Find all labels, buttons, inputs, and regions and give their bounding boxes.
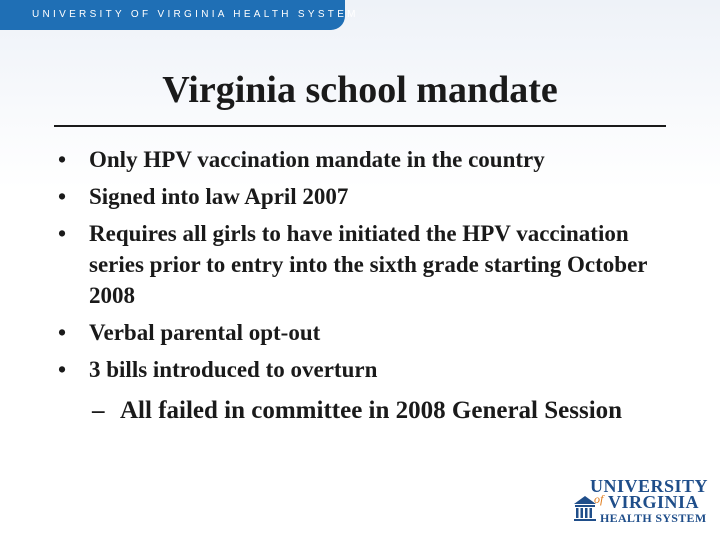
header-banner [0, 0, 359, 30]
sub-bullet-item [92, 394, 640, 427]
logo-university-text: UNIVERSITY [590, 476, 709, 496]
bullet-glyph: • [58, 147, 67, 172]
bullet-item [58, 218, 658, 311]
bullet-item [58, 354, 658, 385]
title-divider [54, 125, 666, 127]
bullet-text: 3 bills introduced to overturn [89, 357, 378, 382]
bullet-item [58, 181, 658, 212]
bullet-item [58, 317, 658, 348]
logo-health-system-text: HEALTH SYSTEM [600, 511, 707, 525]
bullet-text: Requires all girls to have initiated the HPV vaccination series prior to entry into the sixth grade starting October 2008 [89, 221, 648, 308]
bullet-glyph: • [58, 320, 67, 345]
bullet-item [58, 144, 658, 175]
logo-virginia-text: VIRGINIA [608, 492, 700, 512]
sub-bullet-dash: – [92, 397, 105, 424]
uva-health-system-logo [572, 476, 709, 526]
bullet-glyph: • [58, 221, 67, 246]
bullet-text: Verbal parental opt-out [89, 320, 321, 345]
sub-bullet-text: All failed in committee in 2008 General Session [120, 397, 623, 424]
bullet-list [58, 144, 658, 391]
bullet-text: Signed into law April 2007 [89, 184, 349, 209]
slide-title: Virginia school mandate [162, 69, 558, 111]
header-banner-text: UNIVERSITY OF VIRGINIA HEALTH SYSTEM [32, 9, 359, 20]
logo-of-text: of [594, 492, 604, 506]
bullet-glyph: • [58, 357, 67, 382]
bullet-glyph: • [58, 184, 67, 209]
bullet-text: Only HPV vaccination mandate in the country [89, 147, 545, 172]
